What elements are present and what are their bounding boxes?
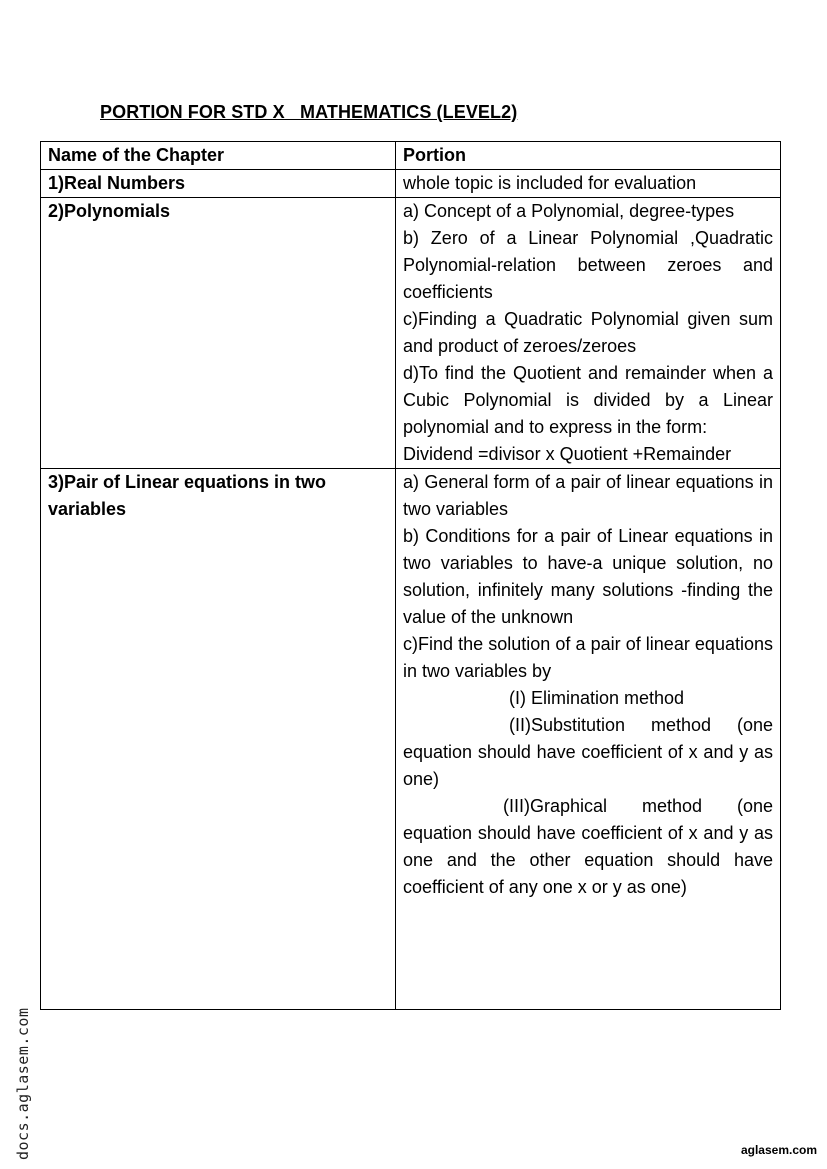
portion-item: Dividend =divisor x Quotient +Remainder [403, 444, 732, 464]
chapter-name: 1)Real Numbers [41, 170, 396, 198]
footer-brand: aglasem.com [740, 1143, 817, 1157]
portion-item: a) Concept of a Polynomial, degree-types [403, 201, 735, 221]
header-portion: Portion [396, 142, 781, 170]
header-chapter: Name of the Chapter [41, 142, 396, 170]
table-header-row [41, 142, 781, 170]
portion-cell [396, 170, 781, 198]
table-row [41, 198, 781, 469]
table-row [41, 469, 781, 1010]
portion-item: b) Zero of a Linear Polynomial ,Quadratic Polynomial-relation between zeroes and coefficients [403, 228, 773, 302]
portion-item: c)Finding a Quadratic Polynomial given sum and product of zeroes/zeroes [403, 309, 773, 356]
portion-table [40, 141, 781, 1010]
portion-item: c)Find the solution of a pair of linear equations in two variables by [403, 634, 773, 681]
portion-item: b) Conditions for a pair of Linear equations in two variables to have-a unique solution, no solution, infinitely many solutions -finding the value of the unknown [403, 526, 773, 627]
portion-cell [396, 198, 781, 469]
portion-item: d)To find the Quotient and remainder when a Cubic Polynomial is divided by a Linear polynomial and to express in the form: [403, 363, 773, 437]
portion-item: whole topic is included for evaluation [403, 173, 697, 193]
chapter-name: 3)Pair of Linear equations in two variables [41, 469, 396, 1010]
portion-cell [396, 469, 781, 1010]
chapter-name: 2)Polynomials [41, 198, 396, 469]
side-watermark: docs.aglasem.com [14, 1007, 32, 1160]
page-title: PORTION FOR STD X MATHEMATICS (LEVEL2) [100, 102, 518, 122]
portion-item: (III)Graphical method (one equation should have coefficient of x and y as one and the other equation should have coefficient of any one x or y as one) [403, 796, 773, 897]
portion-item: (II)Substitution method (one equation should have coefficient of x and y as one) [403, 715, 773, 789]
portion-item: a) General form of a pair of linear equations in two variables [403, 472, 773, 519]
portion-item: (I) Elimination method [509, 688, 685, 708]
table-row [41, 170, 781, 198]
